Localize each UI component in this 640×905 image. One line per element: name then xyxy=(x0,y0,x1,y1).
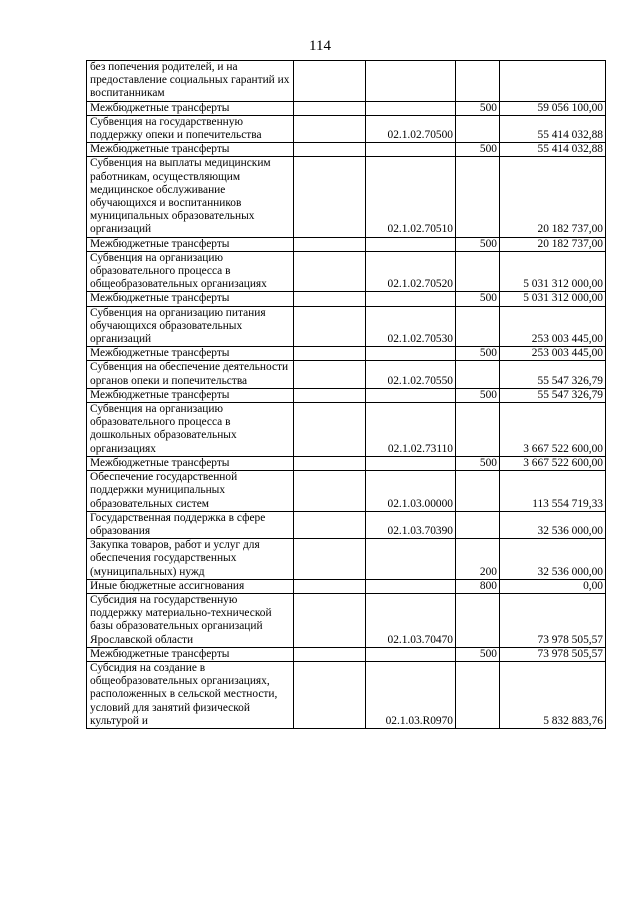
row-type-cell xyxy=(456,157,500,237)
row-name-cell: Государственная поддержка в сфере образования xyxy=(87,511,294,538)
row-amount-cell: 20 182 737,00 xyxy=(500,157,606,237)
row-name-cell: Межбюджетные трансферты xyxy=(87,292,294,306)
table-row xyxy=(87,101,606,115)
row-type-cell: 500 xyxy=(456,101,500,115)
row-amount-cell: 253 003 445,00 xyxy=(500,347,606,361)
table-row xyxy=(87,292,606,306)
row-amount-cell: 253 003 445,00 xyxy=(500,306,606,347)
row-empty-cell xyxy=(294,306,366,347)
row-name-cell: Субвенция на организацию образовательного процесса в общеобразовательных организациях xyxy=(87,251,294,292)
row-type-cell xyxy=(456,403,500,457)
row-code-cell xyxy=(366,647,456,661)
row-name-cell: Межбюджетные трансферты xyxy=(87,347,294,361)
row-code-cell: 02.1.03.70390 xyxy=(366,511,456,538)
row-code-cell: 02.1.02.70510 xyxy=(366,157,456,237)
row-name-cell: Субвенция на организацию питания обучающихся образовательных организаций xyxy=(87,306,294,347)
row-type-cell: 500 xyxy=(456,347,500,361)
row-type-cell xyxy=(456,661,500,728)
row-amount-cell: 5 031 312 000,00 xyxy=(500,251,606,292)
row-type-cell: 500 xyxy=(456,237,500,251)
table-row xyxy=(87,403,606,457)
row-code-cell: 02.1.02.70550 xyxy=(366,361,456,388)
row-amount-cell: 5 031 312 000,00 xyxy=(500,292,606,306)
row-code-cell: 02.1.02.70530 xyxy=(366,306,456,347)
row-empty-cell xyxy=(294,539,366,580)
row-empty-cell xyxy=(294,511,366,538)
row-empty-cell xyxy=(294,593,366,647)
row-name-cell: Межбюджетные трансферты xyxy=(87,101,294,115)
row-code-cell xyxy=(366,292,456,306)
table-row xyxy=(87,456,606,470)
row-name-cell: Межбюджетные трансферты xyxy=(87,647,294,661)
row-type-cell: 500 xyxy=(456,456,500,470)
table-row xyxy=(87,471,606,512)
row-code-cell xyxy=(366,61,456,102)
table-row xyxy=(87,511,606,538)
row-name-cell: Субсидия на государственную поддержку материально-технической базы образовательных организаций Ярославской области xyxy=(87,593,294,647)
row-amount-cell: 59 056 100,00 xyxy=(500,101,606,115)
row-name-cell: Межбюджетные трансферты xyxy=(87,237,294,251)
table-row xyxy=(87,61,606,102)
row-type-cell: 500 xyxy=(456,143,500,157)
row-name-cell: Закупка товаров, работ и услуг для обеспечения государственных (муниципальных) нужд xyxy=(87,539,294,580)
row-amount-cell: 3 667 522 600,00 xyxy=(500,456,606,470)
row-empty-cell xyxy=(294,292,366,306)
row-amount-cell: 32 536 000,00 xyxy=(500,539,606,580)
row-code-cell: 02.1.02.73110 xyxy=(366,403,456,457)
row-name-cell: Межбюджетные трансферты xyxy=(87,456,294,470)
row-empty-cell xyxy=(294,115,366,142)
row-type-cell xyxy=(456,593,500,647)
table-row xyxy=(87,539,606,580)
row-code-cell: 02.1.03.70470 xyxy=(366,593,456,647)
table-row xyxy=(87,347,606,361)
row-name-cell: Межбюджетные трансферты xyxy=(87,143,294,157)
row-empty-cell xyxy=(294,403,366,457)
row-amount-cell: 20 182 737,00 xyxy=(500,237,606,251)
row-type-cell: 500 xyxy=(456,647,500,661)
row-empty-cell xyxy=(294,456,366,470)
table-row xyxy=(87,579,606,593)
row-empty-cell xyxy=(294,61,366,102)
row-code-cell xyxy=(366,143,456,157)
row-amount-cell: 32 536 000,00 xyxy=(500,511,606,538)
table-row xyxy=(87,593,606,647)
row-type-cell xyxy=(456,251,500,292)
row-code-cell xyxy=(366,237,456,251)
row-name-cell: Субсидия на создание в общеобразовательных организациях, расположенных в сельской местности, условий для занятий физической культурой и xyxy=(87,661,294,728)
row-type-cell xyxy=(456,361,500,388)
row-amount-cell: 55 547 326,79 xyxy=(500,388,606,402)
row-amount-cell: 55 414 032,88 xyxy=(500,115,606,142)
row-code-cell xyxy=(366,539,456,580)
row-name-cell: без попечения родителей, и на предоставление социальных гарантий их воспитанникам xyxy=(87,61,294,102)
row-code-cell xyxy=(366,388,456,402)
row-amount-cell: 73 978 505,57 xyxy=(500,593,606,647)
row-type-cell: 500 xyxy=(456,292,500,306)
row-amount-cell: 55 414 032,88 xyxy=(500,143,606,157)
row-name-cell: Обеспечение государственной поддержки муниципальных образовательных систем xyxy=(87,471,294,512)
row-code-cell: 02.1.03.00000 xyxy=(366,471,456,512)
row-empty-cell xyxy=(294,661,366,728)
row-empty-cell xyxy=(294,251,366,292)
budget-table-body xyxy=(87,61,606,729)
row-amount-cell: 0,00 xyxy=(500,579,606,593)
table-row xyxy=(87,647,606,661)
row-code-cell: 02.1.02.70500 xyxy=(366,115,456,142)
row-amount-cell: 3 667 522 600,00 xyxy=(500,403,606,457)
row-empty-cell xyxy=(294,101,366,115)
table-row xyxy=(87,306,606,347)
row-amount-cell: 113 554 719,33 xyxy=(500,471,606,512)
table-row xyxy=(87,251,606,292)
row-type-cell xyxy=(456,471,500,512)
row-type-cell: 800 xyxy=(456,579,500,593)
row-type-cell: 200 xyxy=(456,539,500,580)
row-code-cell xyxy=(366,456,456,470)
table-row xyxy=(87,157,606,237)
table-row xyxy=(87,143,606,157)
row-name-cell: Субвенция на выплаты медицинским работникам, осуществляющим медицинское обслуживание обучающихся и воспитанников муниципальных образовательных организаций xyxy=(87,157,294,237)
row-name-cell: Субвенция на государственную поддержку опеки и попечительства xyxy=(87,115,294,142)
row-name-cell: Субвенция на организацию образовательного процесса в дошкольных образовательных организациях xyxy=(87,403,294,457)
row-name-cell: Субвенция на обеспечение деятельности органов опеки и попечительства xyxy=(87,361,294,388)
table-row xyxy=(87,661,606,728)
row-name-cell: Иные бюджетные ассигнования xyxy=(87,579,294,593)
row-empty-cell xyxy=(294,471,366,512)
row-type-cell xyxy=(456,511,500,538)
row-empty-cell xyxy=(294,361,366,388)
row-type-cell: 500 xyxy=(456,388,500,402)
row-empty-cell xyxy=(294,647,366,661)
row-empty-cell xyxy=(294,388,366,402)
row-code-cell: 02.1.02.70520 xyxy=(366,251,456,292)
page-number: 114 xyxy=(309,38,331,54)
row-empty-cell xyxy=(294,157,366,237)
row-empty-cell xyxy=(294,579,366,593)
table-row xyxy=(87,388,606,402)
table-row xyxy=(87,361,606,388)
row-empty-cell xyxy=(294,347,366,361)
row-type-cell xyxy=(456,115,500,142)
table-row xyxy=(87,237,606,251)
budget-table xyxy=(86,60,606,729)
row-amount-cell: 5 832 883,76 xyxy=(500,661,606,728)
row-code-cell xyxy=(366,101,456,115)
row-empty-cell xyxy=(294,143,366,157)
row-amount-cell xyxy=(500,61,606,102)
row-amount-cell: 55 547 326,79 xyxy=(500,361,606,388)
table-row xyxy=(87,115,606,142)
row-code-cell xyxy=(366,347,456,361)
row-amount-cell: 73 978 505,57 xyxy=(500,647,606,661)
row-code-cell: 02.1.03.R0970 xyxy=(366,661,456,728)
row-empty-cell xyxy=(294,237,366,251)
row-type-cell xyxy=(456,306,500,347)
row-code-cell xyxy=(366,579,456,593)
row-name-cell: Межбюджетные трансферты xyxy=(87,388,294,402)
row-type-cell xyxy=(456,61,500,102)
